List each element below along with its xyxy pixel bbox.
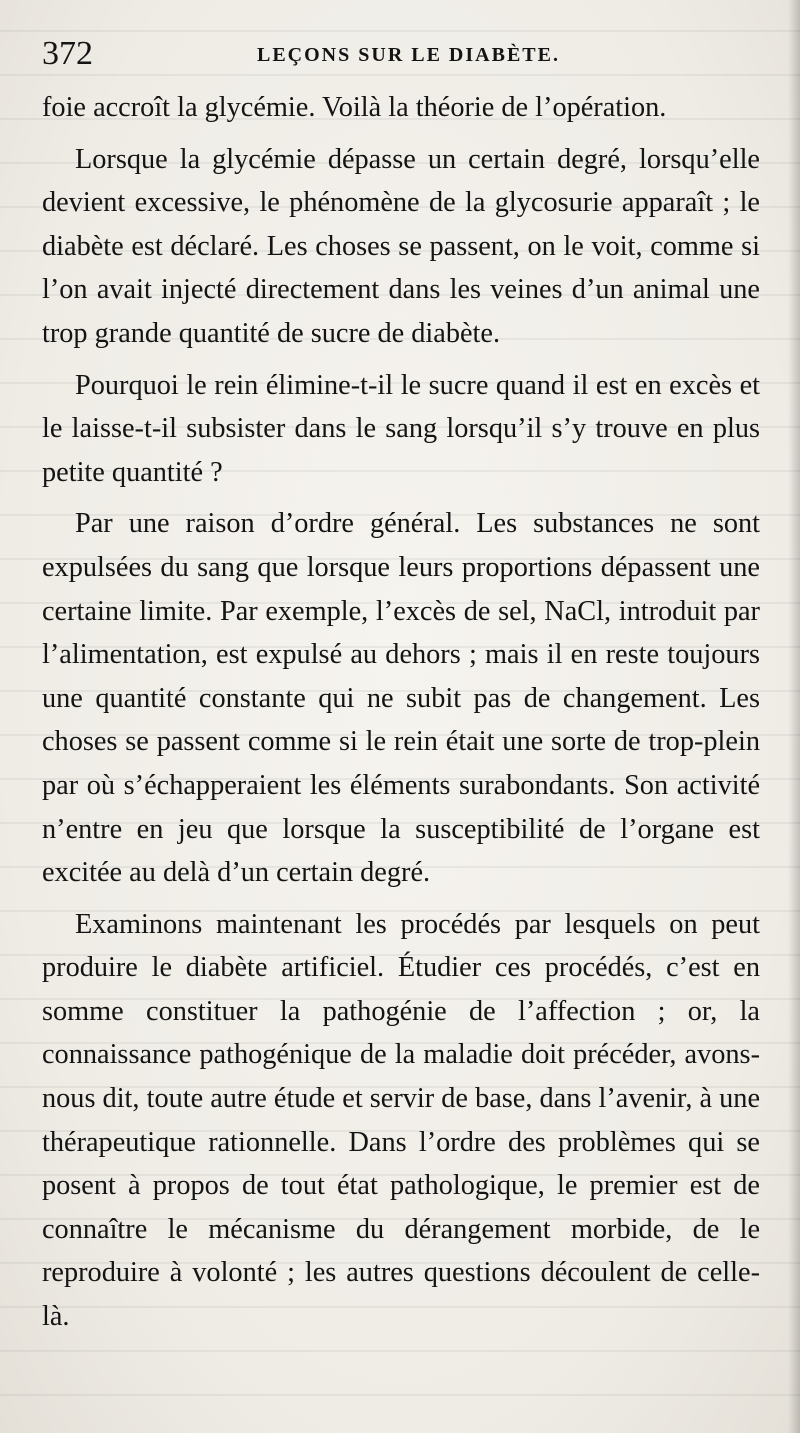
paragraph: Lorsque la glycémie dépasse un certain degré, lorsqu’elle devient excessive, le phénomène de la glycosurie apparaît ; le diabète est déclaré. Les choses se passent, on le voit, comme si l’on avait injecté directement dans les veines d’un animal une trop grande quantité de sucre de diabète. xyxy=(42,143,760,349)
running-head: LEÇONS SUR LE DIABÈTE. xyxy=(257,44,560,66)
page-edge-shadow xyxy=(788,0,800,1433)
paragraph-continued: foie accroît la glycémie. Voilà la théorie de l’opération. xyxy=(42,92,667,123)
page-header xyxy=(42,32,762,76)
page-number: 372 xyxy=(42,35,93,72)
paragraph: Pourquoi le rein élimine-t-il le sucre quand il est en excès et le laisse-t-il subsister dans le sang lorsqu’il s’y trouve en plus petite quantité ? xyxy=(42,369,760,488)
body-text xyxy=(42,86,760,1339)
paragraph: Examinons maintenant les procédés par lesquels on peut produire le diabète artificiel. Étudier ces procédés, c’est en somme constituer la pathogénie de l’affection ; or, la connaissance pathogénique de la maladie doit précéder, avons-nous dit, toute autre étude et servir de base, dans l’avenir, à une thérapeutique rationnelle. Dans l’ordre des problèmes qui se posent à propos de tout état pathologique, le premier est de connaître le mécanisme du dérangement morbide, de le reproduire à volonté ; les autres questions découlent de celle-là. xyxy=(42,908,760,1333)
paragraph: Par une raison d’ordre général. Les substances ne sont expulsées du sang que lorsque leurs proportions dépassent une certaine limite. Par exemple, l’excès de sel, NaCl, introduit par l’alimentation, est expulsé au dehors ; mais il en reste toujours une quantité constante qui ne subit pas de changement. Les choses se passent comme si le rein était une sorte de trop-plein par où s’échapperaient les éléments surabondants. Son activité n’entre en jeu que lorsque la susceptibilité de l’organe est excitée au delà d’un certain degré. xyxy=(42,508,760,889)
